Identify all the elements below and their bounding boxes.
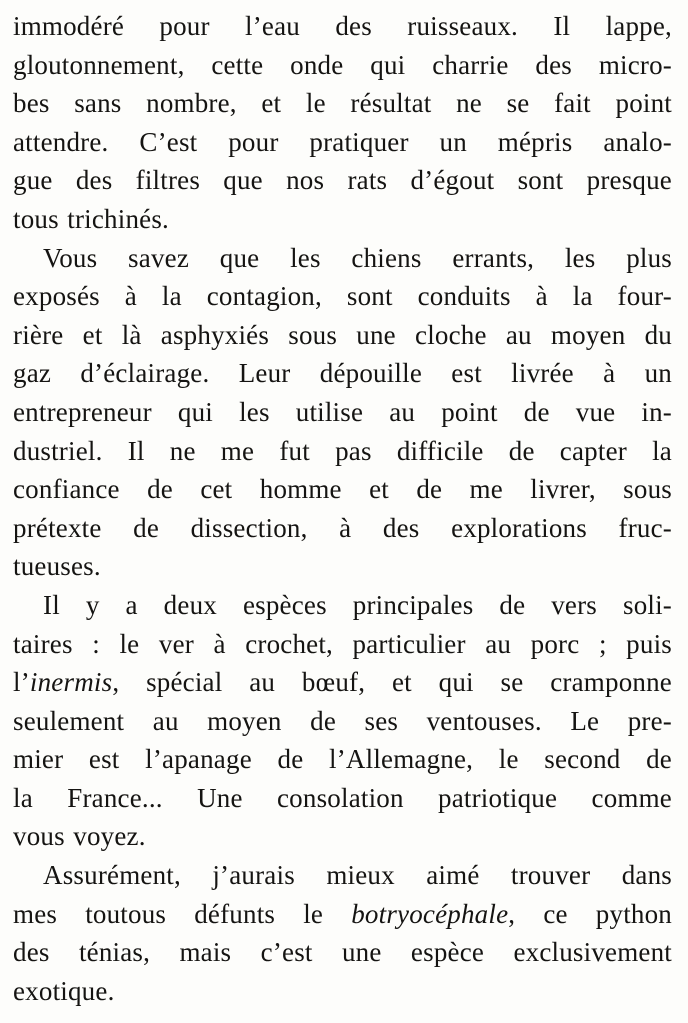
text-line <box>13 779 672 818</box>
text-segment: , ce python <box>508 898 672 929</box>
text-segment: immodéré pour l’eau des ruisseaux. Il lappe, <box>13 11 672 41</box>
text-segment: , spécial au bœuf, et qui se cramponne <box>112 667 672 698</box>
text-line <box>13 509 672 548</box>
text-segment: taires : le ver à crochet, particulier au porc ; puis <box>13 628 672 659</box>
text-line <box>13 663 672 702</box>
text-segment: bes sans nombre, et le résultat ne se fait point <box>13 88 672 119</box>
text-line <box>13 895 672 934</box>
text-line <box>13 239 672 278</box>
text-line <box>13 547 672 586</box>
text-line <box>13 972 672 1011</box>
text-segment: tous trichinés. <box>13 203 169 234</box>
text-line <box>13 470 672 509</box>
text-segment: exposés à la contagion, sont conduits à la four- <box>13 281 672 312</box>
text-line <box>13 817 672 856</box>
text-segment: confiance de cet homme et de me livrer, sous <box>13 474 672 505</box>
text-line <box>13 393 672 432</box>
text-line <box>13 84 672 123</box>
text-line <box>13 354 672 393</box>
italic-term: inermis <box>29 667 113 698</box>
italic-term: botryocéphale <box>351 898 509 929</box>
text-segment: exotique. <box>13 975 115 1006</box>
text-segment: la France... Une consolation patriotique comme <box>13 782 672 813</box>
text-line <box>13 625 672 664</box>
text-segment: prétexte de dissection, à des explorations fruc- <box>13 512 672 543</box>
text-line <box>13 161 672 200</box>
text-segment: vous voyez. <box>13 821 146 852</box>
text-line <box>13 933 672 972</box>
text-segment: seulement au moyen de ses ventouses. Le pre- <box>13 705 672 736</box>
text-line <box>13 200 672 239</box>
text-segment: attendre. C’est pour pratiquer un mépris analo- <box>13 126 672 157</box>
text-segment: Vous savez que les chiens errants, les plus <box>43 242 672 273</box>
text-segment: gue des filtres que nos rats d’égout sont presque <box>13 165 672 196</box>
text-segment: des ténias, mais c’est une espèce exclusivement <box>13 937 672 968</box>
text-line <box>13 702 672 741</box>
text-line <box>13 432 672 471</box>
text-line <box>13 316 672 355</box>
text-line <box>13 586 672 625</box>
page-text <box>13 7 672 1010</box>
text-segment: mier est l’apanage de l’Allemagne, le second de <box>13 744 672 775</box>
text-segment: l’ <box>13 667 30 698</box>
text-segment: mes toutous défunts le <box>13 898 352 929</box>
text-line <box>13 7 672 46</box>
text-segment: gloutonnement, cette onde qui charrie des micro- <box>13 49 672 80</box>
text-line <box>13 123 672 162</box>
text-line <box>13 277 672 316</box>
text-segment: dustriel. Il ne me fut pas difficile de capter la <box>13 435 672 466</box>
text-segment: Il y a deux espèces principales de vers soli- <box>43 589 672 620</box>
text-segment: gaz d’éclairage. Leur dépouille est livrée à un <box>13 358 672 389</box>
text-segment: tueuses. <box>13 551 101 582</box>
text-segment: Assurément, j’aurais mieux aimé trouver dans <box>43 860 672 891</box>
text-line <box>13 856 672 895</box>
text-segment: rière et là asphyxiés sous une cloche au moyen du <box>13 319 672 350</box>
text-segment: entrepreneur qui les utilise au point de vue in- <box>13 396 672 427</box>
text-line <box>13 46 672 85</box>
text-line <box>13 740 672 779</box>
